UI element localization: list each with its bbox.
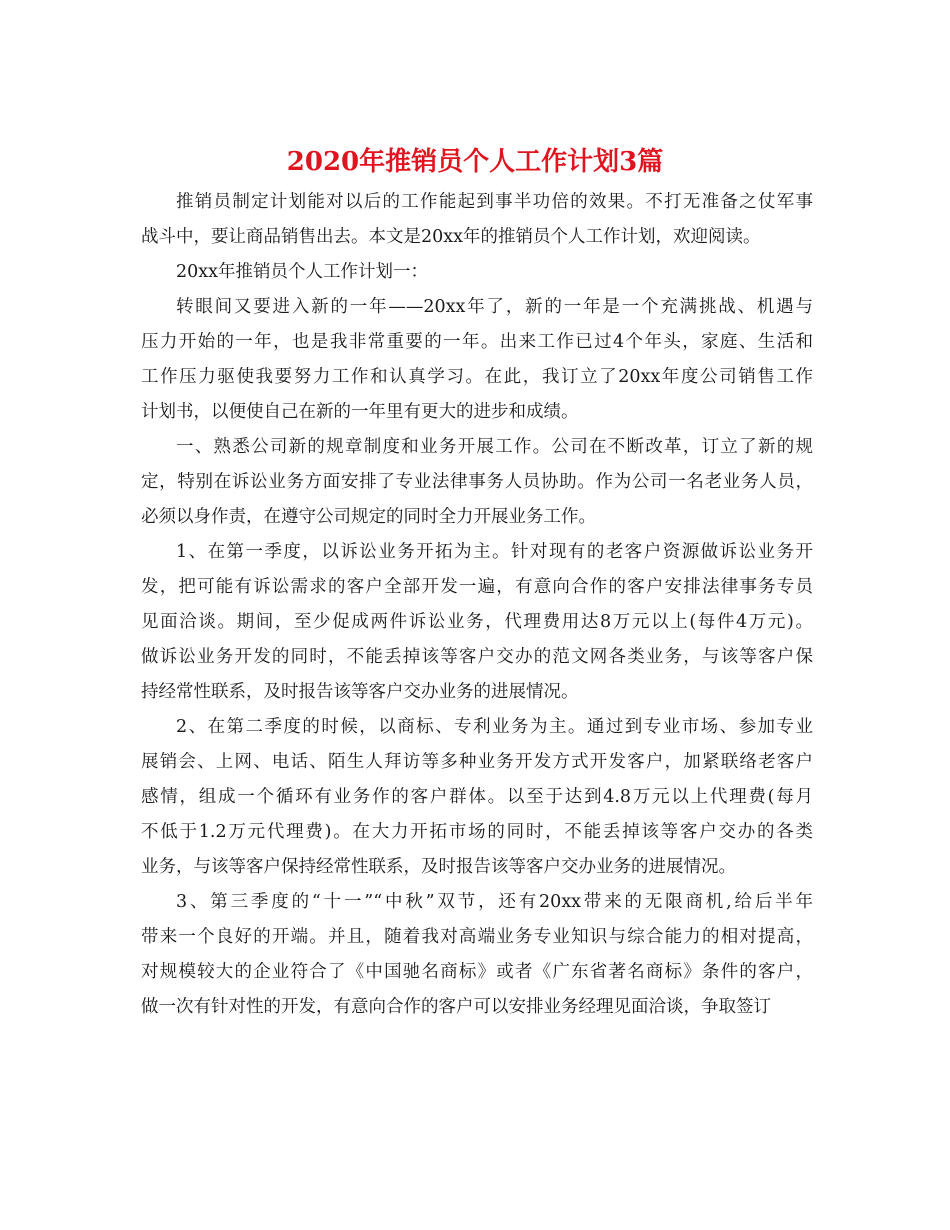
paragraph-line: 工作压力驱使我要努力工作和认真学习。在此，我订立了20xx年度公司销售工作 [141, 367, 813, 387]
paragraph-line: 感情，组成一个循环有业务作的客户群体。以至于达到4.8万元以上代理费(每月 [141, 787, 813, 807]
paragraph-line: 压力开始的一年，也是我非常重要的一年。出来工作已过4个年头，家庭、生活和 [141, 332, 813, 352]
paragraph [141, 535, 813, 710]
paragraph-line: 发，把可能有诉讼需求的客户全部开发一遍，有意向合作的客户安排法律事务专员 [141, 577, 813, 597]
paragraph-line: 必须以身作责，在遵守公司规定的同时全力开展业务工作。 [141, 507, 596, 527]
paragraph [141, 290, 813, 430]
paragraph-line: 2、在第二季度的时候，以商标、专利业务为主。通过到专业市场、参加专业 [176, 717, 813, 737]
paragraph-line: 做一次有针对性的开发，有意向合作的客户可以安排业务经理见面洽谈，争取签订 [141, 997, 771, 1017]
paragraph-line: 带来一个良好的开端。并且，随着我对高端业务专业知识与综合能力的相对提高， [141, 927, 813, 947]
paragraph [141, 255, 813, 290]
paragraph-line: 不低于1.2万元代理费)。在大力开拓市场的同时，不能丢掉该等客户交办的各类 [141, 822, 813, 842]
paragraph [141, 185, 813, 255]
paragraph [141, 430, 813, 535]
paragraph-line: 业务，与该等客户保持经常性联系，及时报告该等客户交办业务的进展情况。 [141, 857, 736, 877]
paragraph-line: 计划书，以便使自己在新的一年里有更大的进步和成绩。 [141, 402, 579, 422]
document-body [141, 185, 813, 1025]
paragraph-line: 推销员制定计划能对以后的工作能起到事半功倍的效果。不打无准备之仗军事 [176, 192, 813, 212]
paragraph-line: 对规模较大的企业符合了《中国驰名商标》或者《广东省著名商标》条件的客户， [141, 962, 813, 982]
paragraph-line: 20xx年推销员个人工作计划一： [176, 262, 429, 282]
paragraph-line: 一、熟悉公司新的规章制度和业务开展工作。公司在不断改革，订立了新的规 [176, 437, 813, 457]
paragraph-line: 持经常性联系，及时报告该等客户交办业务的进展情况。 [141, 682, 579, 702]
paragraph-line: 见面洽谈。期间，至少促成两件诉讼业务，代理费用达8万元以上(每件4万元)。 [141, 612, 813, 632]
paragraph-line: 3、第三季度的“十一”“中秋”双节，还有20xx带来的无限商机,给后半年 [176, 892, 813, 912]
paragraph-line: 展销会、上网、电话、陌生人拜访等多种业务开发方式开发客户，加紧联络老客户 [141, 752, 813, 772]
paragraph-line: 战斗中，要让商品销售出去。本文是20xx年的推销员个人工作计划，欢迎阅读。 [141, 227, 761, 247]
paragraph [141, 710, 813, 885]
paragraph [141, 885, 813, 1025]
paragraph-line: 做诉讼业务开发的同时，不能丢掉该等客户交办的范文网各类业务，与该等客户保 [141, 647, 813, 667]
paragraph-line: 定，特别在诉讼业务方面安排了专业法律事务人员协助。作为公司一名老业务人员， [141, 472, 813, 492]
document-title: 2020年推销员个人工作计划3篇 [286, 147, 664, 177]
paragraph-line: 转眼间又要进入新的一年——20xx年了，新的一年是一个充满挑战、机遇与 [176, 297, 813, 317]
paragraph-line: 1、在第一季度，以诉讼业务开拓为主。针对现有的老客户资源做诉讼业务开 [176, 542, 813, 562]
